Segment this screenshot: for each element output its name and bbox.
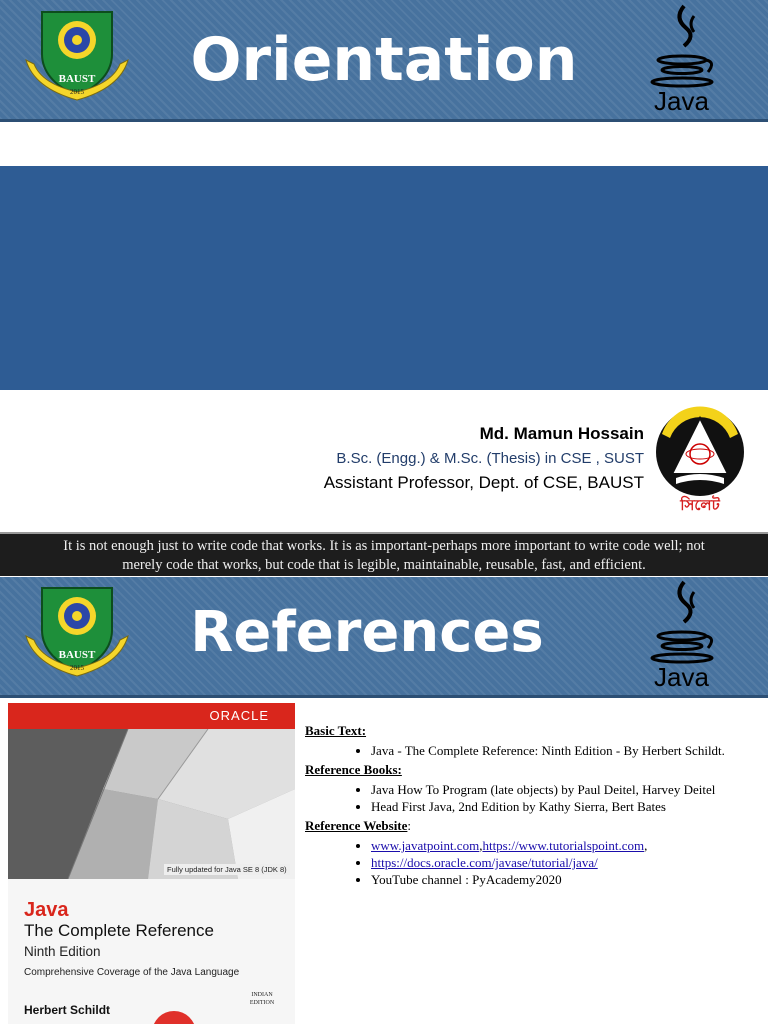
baust-logo <box>20 6 134 106</box>
sust-logo <box>652 404 748 516</box>
book-subtitle: Comprehensive Coverage of the Java Language <box>24 967 240 978</box>
java-logo-2 <box>650 578 720 694</box>
oracle-docs-link[interactable]: https://docs.oracle.com/javase/tutorial/java/ <box>371 855 598 870</box>
svg-text:BAUST: BAUST <box>58 73 96 85</box>
list-item: • YouTube channel : PyAcademy2020 <box>371 871 765 888</box>
author-info <box>324 424 644 493</box>
slide-title-references: References <box>190 600 544 665</box>
author-degree: B.Sc. (Engg.) & M.Sc. (Thesis) in CSE , SUST <box>336 450 644 467</box>
slide-title-orientation: Orientation <box>190 25 578 95</box>
java-label-2: Java <box>654 662 709 692</box>
author-name: Md. Mamun Hossain <box>479 424 644 443</box>
list-item: • Java How To Program (late objects) by Paul Deitel, Harvey Deitel <box>371 781 765 798</box>
quote-bar <box>0 532 768 576</box>
book-cover-art <box>8 729 295 879</box>
book-indian-edition-badge: INDIAN EDITION <box>249 992 275 1006</box>
svg-text:2015: 2015 <box>70 664 84 672</box>
quote-line-2: merely code that works, but code that is legible, maintainable, reusable, fast, and efficient. <box>122 557 646 573</box>
basic-text-list <box>305 742 765 759</box>
reference-books-list <box>305 781 765 815</box>
baust-logo-2 <box>20 582 134 682</box>
list-item: • Java - The Complete Reference: Ninth Edition - By Herbert Schildt. <box>371 742 765 759</box>
list-item <box>371 854 765 871</box>
book-update-note: Fully updated for Java SE 8 (JDK 8) <box>164 864 290 875</box>
basic-text-heading: Basic Text: <box>305 723 367 738</box>
reference-website-list <box>305 837 765 888</box>
book-edition: Ninth Edition <box>24 944 101 959</box>
references-list <box>305 722 765 890</box>
reference-website-heading <box>305 817 765 835</box>
javatpoint-link[interactable]: www.javatpoint.com <box>371 838 480 853</box>
book-title-java: Java <box>24 899 69 921</box>
reference-website-heading-text: Reference Website <box>305 818 408 833</box>
list-item: • www.javatpoint.com,https://www.tutorialspoint.com, <box>371 837 765 854</box>
book-cover <box>8 703 295 1024</box>
tutorialspoint-link[interactable]: https://www.tutorialspoint.com <box>482 838 645 853</box>
svg-text:সিলেট: সিলেট <box>680 496 720 514</box>
title-content-block <box>0 166 768 390</box>
author-role: Assistant Professor, Dept. of CSE, BAUST <box>323 473 644 492</box>
book-top-strip <box>8 703 295 729</box>
list-item: • Head First Java, 2nd Edition by Kathy Sierra, Bert Bates <box>371 798 765 815</box>
quote-line-1: It is not enough just to write code that works. It is as important-perhaps more important to write code well; not <box>63 538 705 554</box>
svg-text:2015: 2015 <box>70 88 84 96</box>
svg-text:BAUST: BAUST <box>58 649 96 661</box>
book-author: Herbert Schildt <box>24 1003 111 1017</box>
java-cup-icon <box>650 578 720 666</box>
java-cup-icon <box>650 2 720 90</box>
oracle-label: ORACLE <box>209 708 269 723</box>
reference-website-colon: : <box>407 818 412 833</box>
book-title-main: The Complete Reference <box>24 921 214 940</box>
reference-books-heading: Reference Books: <box>305 762 402 777</box>
java-label: Java <box>654 86 709 116</box>
java-logo <box>650 2 720 118</box>
